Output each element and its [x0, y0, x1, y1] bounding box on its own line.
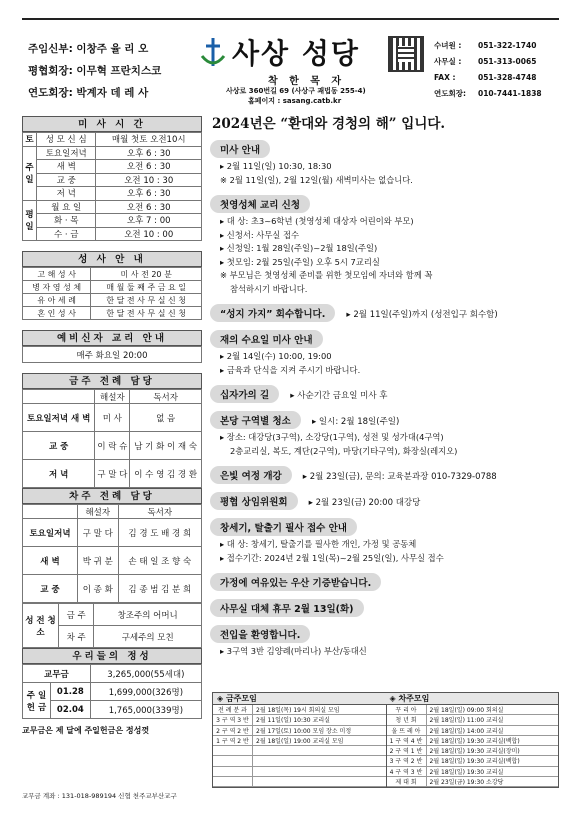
list-item: 울 뜨 레 아 2월 18일(일) 14:00 교리실 — [387, 726, 559, 736]
list-item — [213, 767, 386, 777]
list-item — [213, 746, 386, 756]
church-homepage[interactable]: 홈페이지 : sasang.catb.kr — [248, 97, 342, 105]
contact-row: 사무실 : 051-313-0065 — [434, 57, 537, 66]
catechumen-title: 예비신자 교리 안내 — [22, 330, 202, 346]
mass-times-table: 토 성 모 신 심 매월 첫토 오전10시 주 일 토요일저녁 오후 6 : 30 새 벽 오전 6 : 30 교 중 오전 10 : 30 저 녁 오후 6 : 30 평 일 월 요 일 오전 6 : 30 화 · 목 오후 7 : 00 수 · 금 오전 10 : 00 — [22, 132, 202, 241]
list-item — [213, 777, 386, 787]
offering-account: 교무금 계좌 : 131-018-989194 신협 천주교부산교구 — [22, 792, 177, 800]
contact-row: FAX : 051-328-4748 — [434, 73, 537, 82]
branch-notice-title: “성지 가지” 회수합니다. — [210, 304, 335, 322]
sacraments-table: 고 해 성 사 미 사 전 20 분 병 자 영 성 체 매 월 둘 째 주 금 요 일 유 아 세 례 한 달 전 사 무 실 신 청 혼 인 성 사 한 달 전 사 무 실 신 청 — [22, 267, 202, 320]
offering-table: 교무금 3,265,000(55세대) 주 일 헌 금 01.28 1,699,000(326명) 02.04 1,765,000(339명) — [22, 664, 202, 719]
bulletin-page — [22, 18, 559, 808]
offering-title: 우리들의 정성 — [22, 648, 202, 664]
ash-wednesday-title: 재의 수요일 미사 안내 — [210, 330, 323, 348]
office-notice-title: 사무실 대체 휴무 2월 13일(화) — [210, 599, 364, 617]
list-item: 전 례 분 과 2월 18일(목) 19시 회의실 모임 — [213, 705, 386, 715]
cleanup-notice: 본당 구역별 청소 ▸ 일시: 2월 18일(주일) ▸ 장소: 대강당(3구역), 소강당(1구역), 성전 및 성가대(4구역) 2층교리실, 복도, 계단(2구역), 마당(기타구역), 화장실(레지오) — [210, 409, 559, 458]
church-address: 사상로 360번길 69 (사상구 괘법동 255-4) — [226, 87, 366, 95]
welcome-notice: 전입을 환영합니다. ▸ 3구역 3반 김양례(마리나) 부산/동대신 — [210, 623, 559, 659]
list-item: 청 년 회 2월 18일(일) 11:00 교리실 — [387, 715, 559, 725]
cross-notice-title: 십자가의 길 — [210, 385, 279, 403]
list-item: 3 구 역 2 반 2월 18일(일) 19:30 교리실(백합) — [387, 756, 559, 766]
bible-copy-title: 창세기, 탈출기 필사 접수 안내 — [210, 518, 357, 536]
list-item: 2 구 역 1 반 2월 18일(일) 19:30 교리실(장미) — [387, 746, 559, 756]
this-week-meetings-title: ◈ 금주모임 — [217, 694, 257, 703]
church-logo-icon — [198, 36, 228, 70]
list-item — [213, 756, 386, 766]
next-week-meetings — [386, 705, 559, 787]
mass-notice: 미사 안내 ▸ 2월 11일(일) 10:30, 18:30 ※ 2월 11일(일), 2월 12일(월) 새벽미사는 없습니다. — [210, 138, 559, 187]
list-item: 4 구 역 3 반 2월 18일(일) 19:30 교리실 — [387, 767, 559, 777]
sacraments-title: 성 사 안 내 — [22, 251, 202, 267]
header — [22, 32, 559, 124]
legion-chair: 연도회장: 박계자 데 레 사 — [28, 87, 149, 99]
notices-column — [210, 112, 559, 659]
umbrella-notice — [210, 571, 559, 591]
church-name: 사상 성당 — [232, 37, 360, 70]
list-item: 꾸 리 아 2월 18일(일) 09:00 회의실 — [387, 705, 559, 715]
contact-row: 연도회장: 010-7441-1838 — [434, 89, 542, 98]
meetings-table — [212, 692, 559, 788]
church-subtitle: 착 한 목 자 — [268, 76, 346, 87]
communion-notice-title: 첫영성체 교리 신청 — [210, 195, 310, 213]
this-week-meetings — [213, 705, 386, 787]
cross-notice: 십자가의 길 ▸ 사순기간 금요일 미사 후 — [210, 383, 559, 403]
qr-code-icon[interactable] — [388, 36, 424, 72]
catechumen-table — [22, 346, 202, 363]
umbrella-notice-title: 가정에 여유있는 우산 기증받습니다. — [210, 573, 381, 591]
cleaning-table: 성 전 청 소 금 주 창조주의 어머니 차 주 구세주의 모친 — [22, 603, 202, 648]
next-week-meetings-title: ◈ 차주모임 — [389, 694, 430, 703]
council-notice-title: 평협 상임위원회 — [210, 492, 298, 510]
catechumen-desc: 매주 화요일 20:00 — [23, 347, 202, 363]
communion-notice: 첫영성체 교리 신청 ▸ 대 상: 초3~6학년 (첫영성체 대상자 어린이와 부모) ▸ 신청서: 사무실 접수 ▸ 신청일: 1월 28일(주일)~2월 18일(주일) ▸ 첫모임: 2월 25일(주일) 오후 5시 7교리실 ※ 부모님은 첫영성체 준비를 위한 첫모임에 자녀와 함께 꼭 참석하시기 바랍니다. — [210, 193, 559, 296]
list-item: 제 대 회 2월 23일(금) 19:30 소강당 — [387, 777, 559, 787]
next-week-liturgy-title: 차주 전례 담당 — [22, 488, 202, 504]
council-notice: 평협 상임위원회 ▸ 2월 23일(금) 20:00 대강당 — [210, 490, 559, 510]
offering-note: 교무금은 제 달에 주일헌금은 정성껏 — [22, 726, 150, 735]
list-item: 1 구 역 4 반 2월 18일(일) 19:30 교리실(백합) — [387, 736, 559, 746]
list-item: 3 구 역 3 반 2월 11일(일) 10:30 교리실 — [213, 715, 386, 725]
officers — [28, 38, 161, 104]
pilgrim-notice: 은빛 여정 개강 ▸ 2월 23일(금), 문의: 교육분과장 010-7329-0788 — [210, 464, 559, 484]
office-notice — [210, 597, 559, 617]
welcome-notice-title: 전입을 환영합니다. — [210, 625, 310, 643]
ash-wednesday-notice: 재의 수요일 미사 안내 ▸ 2월 14일(수) 10:00, 19:00 ▸ 금육과 단식을 지켜 주시기 바랍니다. — [210, 328, 559, 377]
this-week-liturgy-table: 해설자 독서자 토요일저녁 새 벽 미 사 없 음 교 중 이 락 슈 남 기 화 이 재 숙 저 녁 구 말 다 이 수 영 김 경 환 — [22, 389, 202, 488]
next-week-liturgy-table: 해설자 독서자 토요일저녁 구 말 다 김 경 도 배 경 희 새 벽 박 귀 분 손 태 일 조 향 숙 교 중 이 종 화 김 종 범 김 분 희 — [22, 504, 202, 603]
pastor: 주임신부: 이창주 율 리 오 — [28, 43, 149, 55]
list-item: 2 구 역 2 반 2월 17일(토) 10:00 모임 장소 미정 — [213, 726, 386, 736]
year-theme-title: 2024년은 “환대와 경청의 해” 입니다. — [212, 116, 446, 132]
mass-times-title: 미 사 시 간 — [22, 116, 202, 132]
bible-copy-notice: 창세기, 탈출기 필사 접수 안내 ▸ 대 상: 창세기, 탈출기를 필사한 개인, 가정 및 공동체 ▸ 접수기간: 2024년 2월 1일(목)~2월 25일(일), 사무실 접수 — [210, 516, 559, 565]
this-week-liturgy-title: 금주 전례 담당 — [22, 373, 202, 389]
list-item: 1 구 역 2 반 2월 18일(일) 19:00 교리실 모임 — [213, 736, 386, 746]
contacts — [434, 38, 542, 102]
contact-row: 수녀원 : 051-322-1740 — [434, 41, 537, 50]
council-chair: 평협회장: 이무혁 프란치스코 — [28, 65, 162, 77]
left-column — [22, 116, 202, 736]
branch-notice: “성지 가지” 회수합니다. ▸ 2월 11일(주일)까지 (성전입구 회수함) — [210, 302, 559, 322]
mass-notice-title: 미사 안내 — [210, 140, 270, 158]
pilgrim-notice-title: 은빛 여정 개강 — [210, 466, 292, 484]
cleanup-notice-title: 본당 구역별 청소 — [210, 411, 301, 429]
